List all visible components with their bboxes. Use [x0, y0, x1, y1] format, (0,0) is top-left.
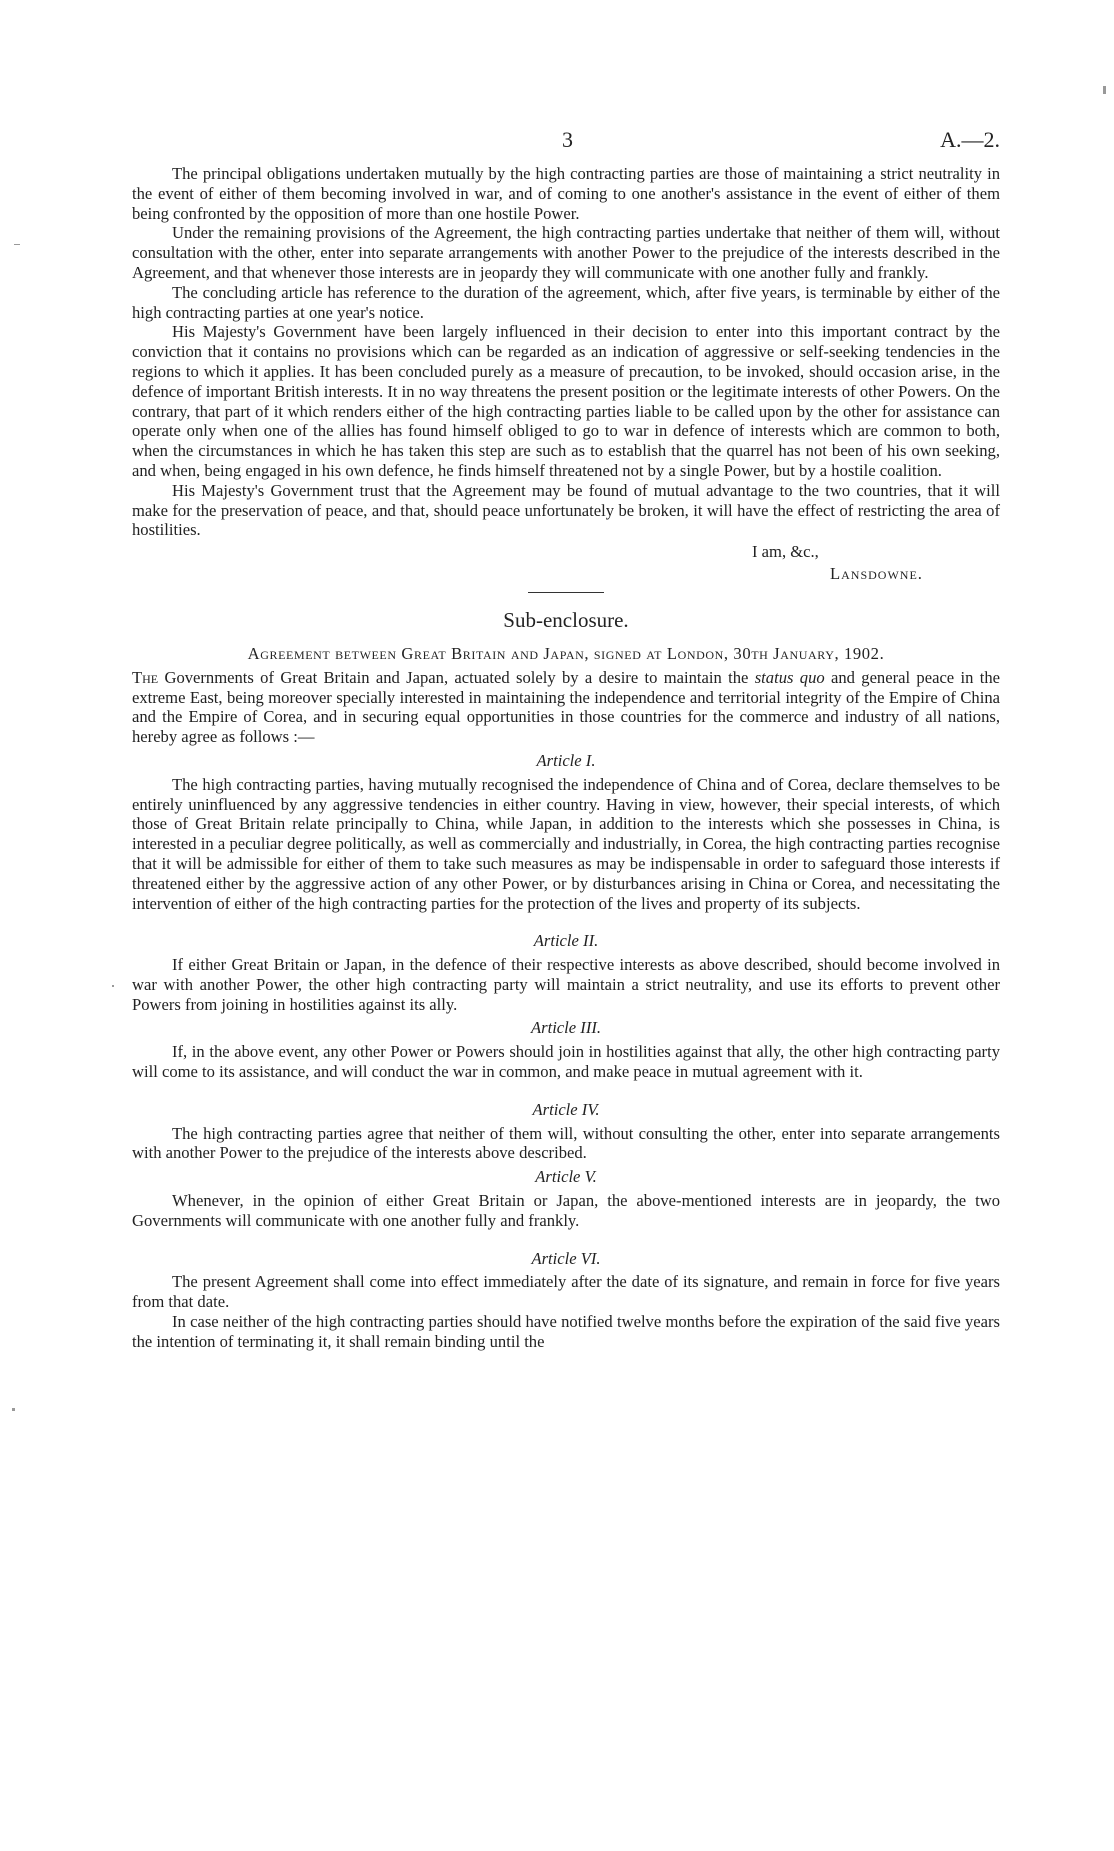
- article-heading: Article III.: [530, 1018, 602, 1038]
- closing-line: I am, &c.,: [752, 542, 819, 562]
- document-page: [132, 128, 1000, 1352]
- article-heading: Article IV.: [532, 1099, 600, 1119]
- signature: Lansdowne.: [830, 564, 923, 584]
- preamble-text: and general peace in the extreme East, being moreover specially interested in maintaining the independence and territorial integrity of the Empire of China and the Empire of Corea, and in securing equal opportunities in those countries for the commerce and industry of all nations, hereby agree as follows :—: [132, 667, 1000, 747]
- scan-speck: [112, 985, 114, 987]
- document-reference: A.—2.: [940, 127, 1000, 152]
- letter-paragraph: The concluding article has reference to the duration of the agreement, which, after five years, is terminable by either of the high contracting parties at one year's notice.: [132, 282, 1000, 322]
- agreement-title: Agreement between Great Britain and Japan, signed at London, 30th January, 1902.: [247, 643, 885, 663]
- letter-body: [132, 164, 1000, 540]
- article-paragraph: Whenever, in the opinion of either Great Britain or Japan, the above-mentioned interests are in jeopardy, the two Governments will communicate with one another fully and frankly.: [132, 1191, 1000, 1230]
- article-paragraph: The present Agreement shall come into effect immediately after the date of its signature, and remain in force for five years from that date.: [132, 1272, 1000, 1312]
- agreement-preamble: [132, 668, 1000, 747]
- article-paragraph: If, in the above event, any other Power or Powers should join in hostilities against that ally, the other high contracting party will come to its assistance, and will conduct the war in common, and make peace in mutual agreement with it.: [132, 1042, 1000, 1082]
- article-heading: Article I.: [536, 750, 596, 770]
- article-heading: Article VI.: [531, 1248, 601, 1268]
- letter-paragraph: His Majesty's Government trust that the Agreement may be found of mutual advantage to the two countries, that it will make for the preservation of peace, and that, should peace unfortunately be broken, it will have the effect of restricting the area of hostilities.: [132, 480, 1000, 540]
- letter-signoff: [132, 542, 1000, 586]
- preamble-opening-word: The: [132, 667, 159, 687]
- letter-paragraph: The principal obligations undertaken mutually by the high contracting parties are those of maintaining a strict neutrality in the event of either of them becoming involved in war, and of coming to one another's assistance in the event of either of them being confronted by the opposition of more than one hostile Power.: [132, 164, 1000, 223]
- article-paragraph: The high contracting parties, having mutually recognised the independence of China and of Corea, declare themselves to be entirely uninfluenced by any aggressive tendencies in either country. Having in view, however, their special interests, of which those of Great Britain relate principally to China, while Japan, in addition to the interests which she possesses in China, is interested in a peculiar degree politically, as well as commercially and industrially, in Corea, the high contracting parties recognise that it will be admissible for either of them to take such measures as may be indispensable in order to safeguard those interests if threatened either by the aggressive action of any other Power, or by disturbances arising in China or Corea, and necessitating the intervention of either of the high contracting parties for the protection of the lives and property of its subjects.: [132, 774, 1000, 913]
- page-header: [132, 128, 1000, 164]
- letter-paragraph: His Majesty's Government have been largely influenced in their decision to enter into this important contract by the conviction that it contains no provisions which can be regarded as an indication of aggressive or self-seeking tendencies in the regions to which it applies. It has been concluded purely as a measure of precaution, to be invoked, should occasion arise, in the defence of important British interests. It in no way threatens the present position or the legitimate interests of other Powers. On the contrary, that part of it which renders either of the high contracting parties liable to be called upon by the other for assistance can operate only when one of the allies has found himself obliged to go to war in defence of interests which are common to both, when the circumstances in which he has taken this step are such as to establish that the quarrel has not been of his own seeking, and when, being engaged in his own defence, he finds himself threatened not by a single Power, but by a hostile coalition.: [132, 322, 1000, 480]
- scan-speck: [1103, 86, 1106, 94]
- scan-speck: [12, 1408, 15, 1411]
- preamble-text: Governments of Great Britain and Japan, actuated solely by a desire to maintain the: [158, 667, 755, 687]
- article-heading: Article II.: [533, 931, 599, 951]
- letter-paragraph: Under the remaining provisions of the Agreement, the high contracting parties undertake that neither of them will, without consultation with the other, enter into separate arrangements with another Power to the prejudice of the interests described in the Agreement, and that whenever those interests are in jeopardy they will communicate with one another fully and frankly.: [132, 223, 1000, 282]
- section-divider: [528, 592, 604, 593]
- preamble-italic-phrase: status quo: [754, 667, 825, 687]
- article-paragraph: In case neither of the high contracting parties should have notified twelve months before the expiration of the said five years the intention of terminating it, it shall remain binding until the: [132, 1312, 1000, 1351]
- article-paragraph: The high contracting parties agree that neither of them will, without consulting the other, enter into separate arrangements with another Power to the prejudice of the interests above described.: [132, 1123, 1000, 1163]
- page-number: 3: [562, 127, 573, 152]
- sub-enclosure-title: Sub-enclosure.: [503, 608, 629, 633]
- scan-speck: [14, 244, 20, 245]
- article-paragraph: If either Great Britain or Japan, in the defence of their respective interests as above described, should become involved in war with another Power, the other high contracting party will maintain a strict neutrality, and use its efforts to prevent other Powers from joining in hostilities against its ally.: [132, 955, 1000, 1014]
- article-heading: Article V.: [535, 1167, 597, 1187]
